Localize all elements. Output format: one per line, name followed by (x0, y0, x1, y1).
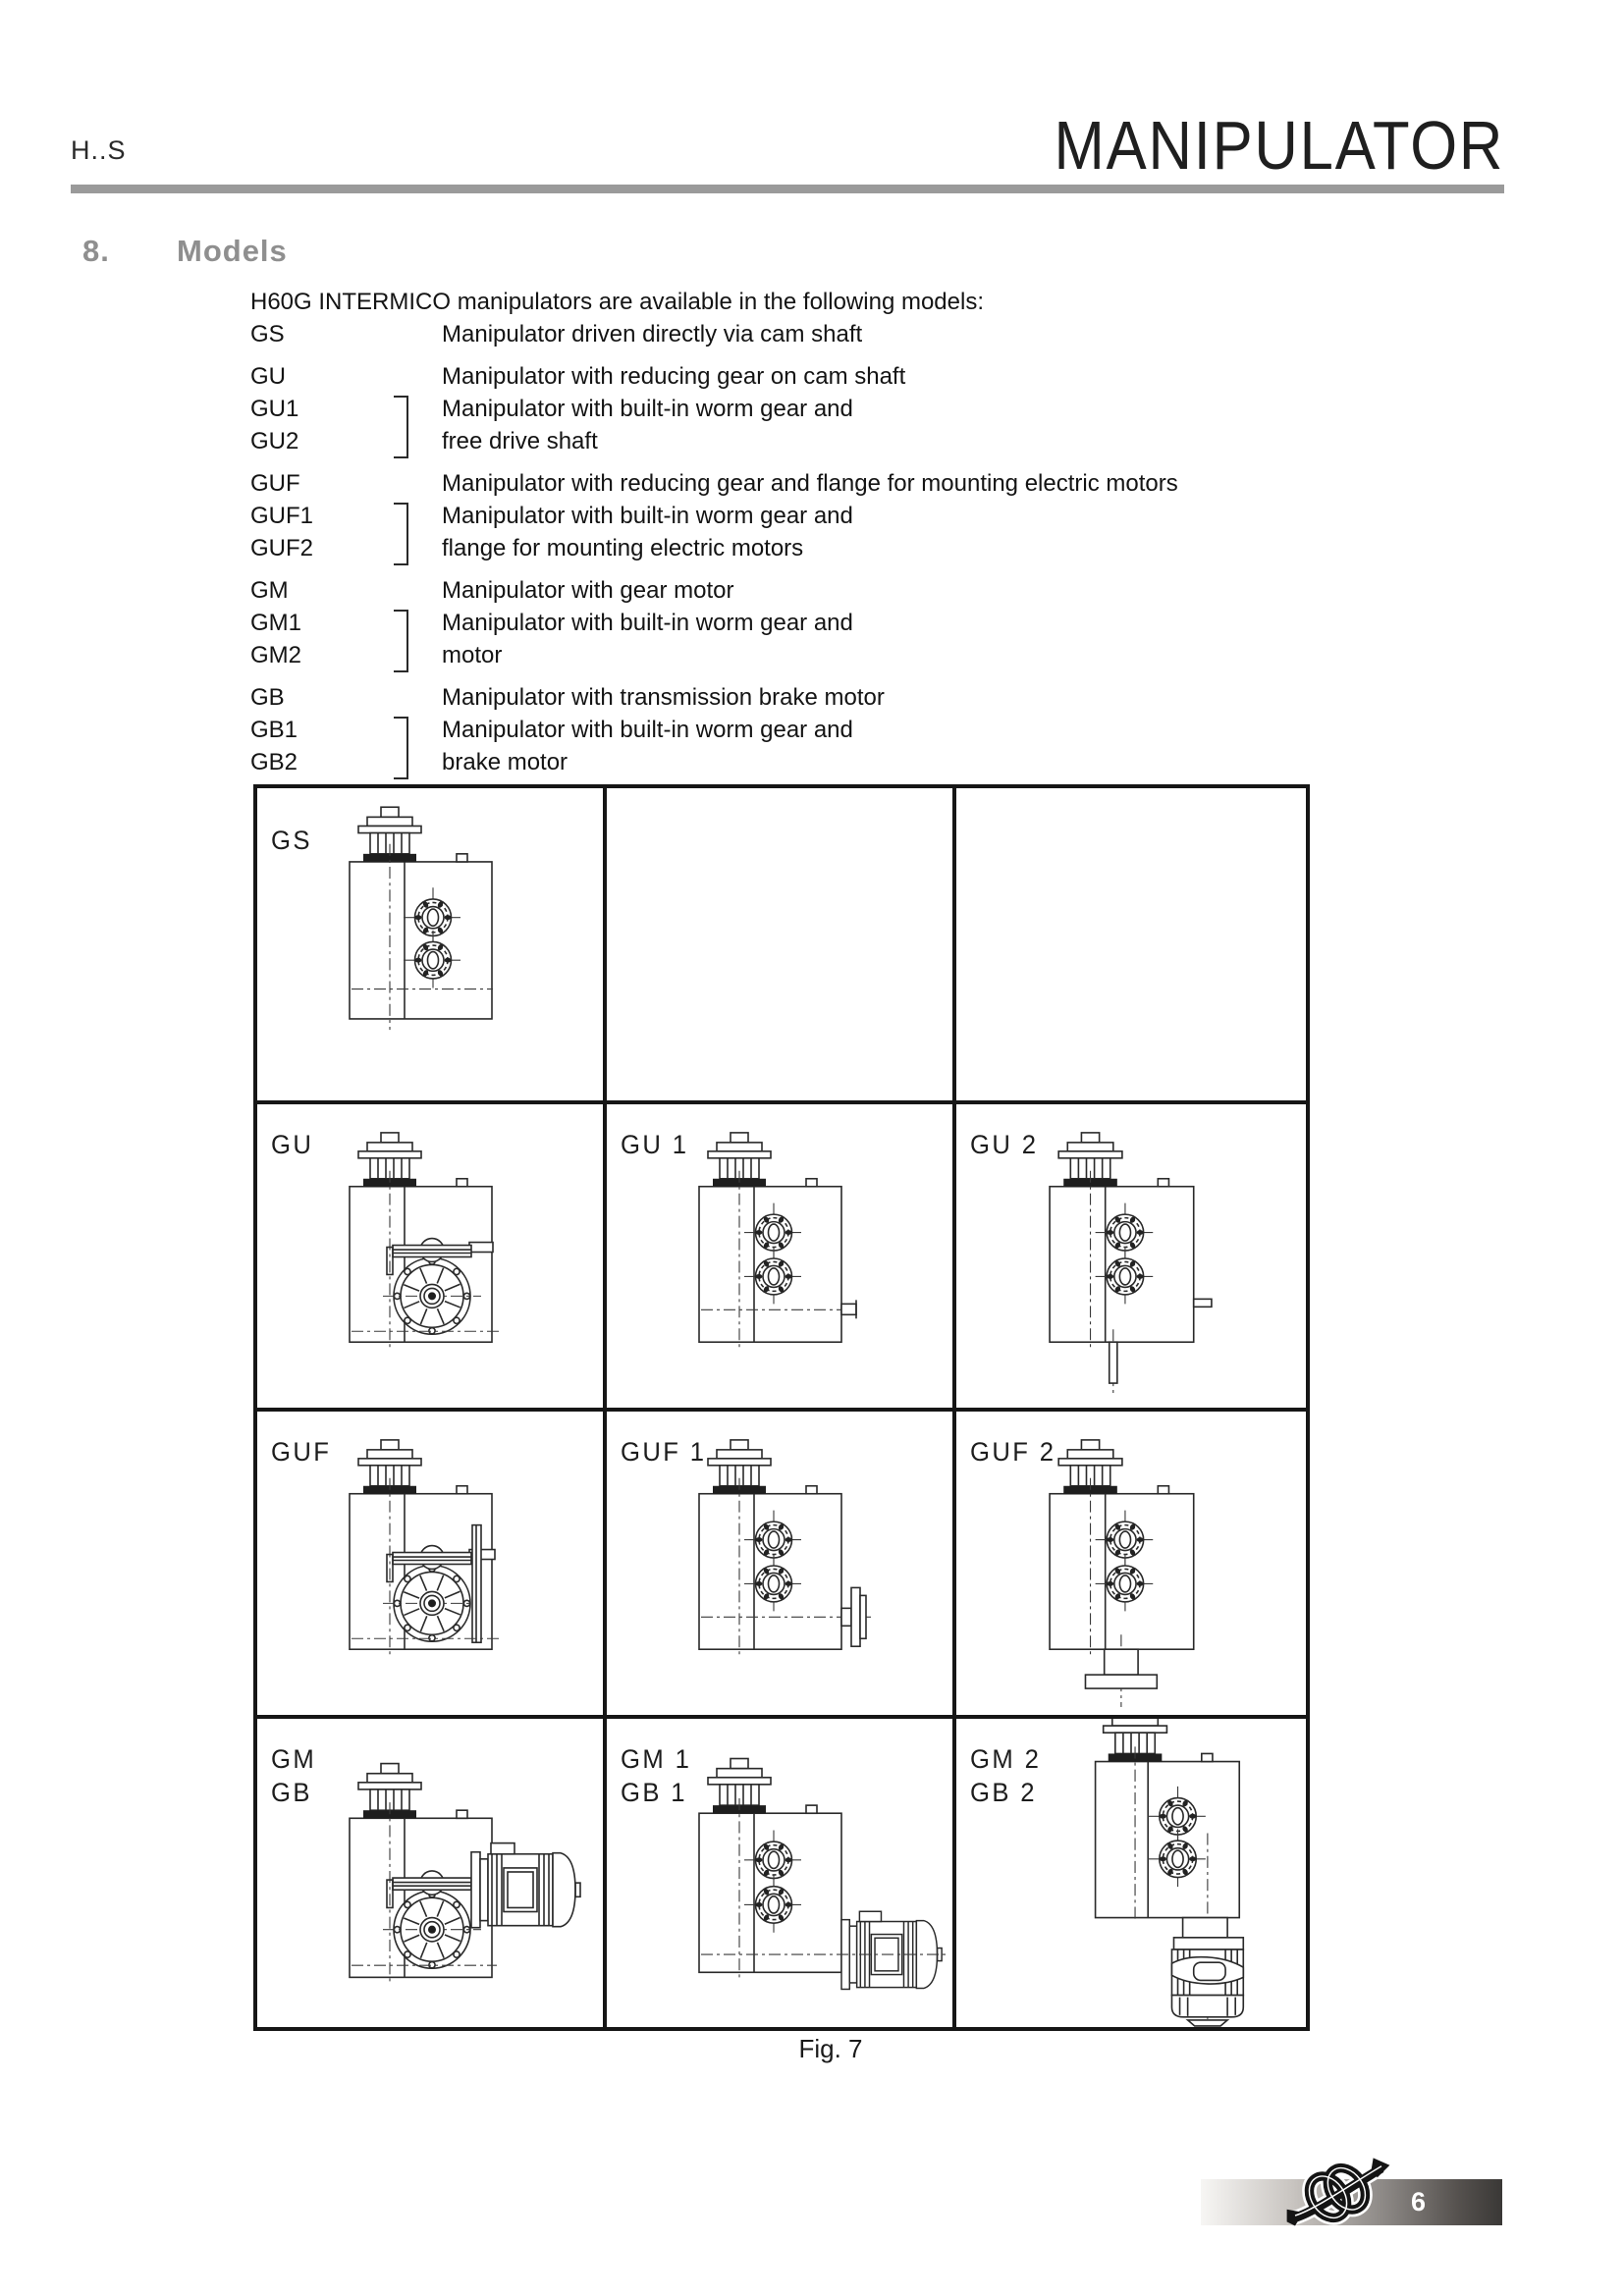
figure-cell-guf (257, 1412, 607, 1719)
cell-label (271, 1742, 316, 1809)
model-desc: brake motor (442, 749, 568, 775)
figure-cell-gs (257, 788, 607, 1104)
figure-7-table (253, 784, 1310, 2031)
model-row (250, 500, 1429, 532)
group-bracket (394, 503, 408, 565)
model-row (250, 639, 1429, 671)
cell-label: GUF 2 (970, 1437, 1056, 1467)
model-desc: motor (442, 642, 503, 668)
model-desc: flange for mounting electric motors (442, 535, 804, 561)
model-row (250, 681, 1429, 714)
model-row (250, 607, 1429, 639)
cell-label (621, 1742, 691, 1809)
model-row (250, 714, 1429, 746)
model-group-gm (250, 574, 1429, 671)
model-code: GB2 (250, 749, 298, 775)
model-group-gu (250, 360, 1429, 457)
model-code: GUF (250, 470, 300, 497)
figure-cell-gu (257, 1104, 607, 1412)
figure-cell-guf1 (607, 1412, 956, 1719)
figure-cell-empty-1 (607, 788, 956, 1104)
model-row (250, 532, 1429, 564)
model-row (250, 425, 1429, 457)
cell-label: GU 2 (970, 1130, 1039, 1159)
model-code: GU2 (250, 428, 299, 454)
model-desc: Manipulator with reducing gear and flange for mounting electric motors (442, 470, 1178, 497)
group-bracket (394, 610, 408, 672)
model-row (250, 574, 1429, 607)
cell-label-line2: GB 2 (970, 1778, 1037, 1807)
section-title: Models (177, 234, 288, 268)
figure-cell-gm-gb (257, 1719, 607, 2027)
model-row (250, 318, 1429, 350)
model-desc: Manipulator with built-in worm gear and (442, 610, 853, 636)
model-group-gs (250, 318, 1429, 350)
page-title: MANIPULATOR (1054, 107, 1504, 184)
cell-label (970, 1742, 1041, 1809)
group-bracket (394, 396, 408, 458)
model-desc: free drive shaft (442, 428, 598, 454)
cell-label-line1: GM 1 (621, 1744, 692, 1774)
model-code: GM1 (250, 610, 302, 636)
figure-cell-gu2 (956, 1104, 1306, 1412)
model-desc: Manipulator with gear motor (442, 577, 734, 604)
cell-label: GUF (271, 1437, 332, 1467)
model-code: GUF2 (250, 535, 314, 561)
figure-cell-gm1-gb1 (607, 1719, 956, 2027)
product-code: H..S (71, 135, 127, 165)
cell-label: GU (271, 1130, 314, 1159)
model-desc: Manipulator with reducing gear on cam shaft (442, 363, 906, 390)
figure-cell-gm2-gb2 (956, 1719, 1306, 2027)
model-code: GUF1 (250, 503, 314, 529)
figure-cell-gu1 (607, 1104, 956, 1412)
group-bracket (394, 717, 408, 779)
model-row (250, 746, 1429, 778)
cell-label-line2: GB (271, 1778, 312, 1807)
model-group-guf (250, 467, 1429, 564)
model-desc: Manipulator with built-in worm gear and (442, 396, 853, 422)
model-code: GU1 (250, 396, 299, 422)
header-rule (71, 185, 1504, 193)
model-desc: Manipulator with built-in worm gear and (442, 503, 853, 529)
model-desc: Manipulator with transmission brake motor (442, 684, 885, 711)
knot-logo-icon (1284, 2150, 1392, 2236)
model-row (250, 393, 1429, 425)
model-code: GU (250, 363, 286, 390)
model-code: GB1 (250, 717, 298, 743)
figure-cell-empty-2 (956, 788, 1306, 1104)
cell-label: GU 1 (621, 1130, 689, 1159)
model-desc: Manipulator with built-in worm gear and (442, 717, 853, 743)
cell-label: GS (271, 826, 312, 855)
figure-cell-guf2 (956, 1412, 1306, 1719)
model-desc: Manipulator driven directly via cam shaft (442, 321, 863, 347)
cell-label-line1: GM (271, 1744, 317, 1774)
cell-label-line2: GB 1 (621, 1778, 687, 1807)
model-code: GM (250, 577, 289, 604)
model-group-gb (250, 681, 1429, 778)
cell-label-line1: GM 2 (970, 1744, 1042, 1774)
model-code: GS (250, 321, 285, 347)
model-row (250, 467, 1429, 500)
intro-text: H60G INTERMICO manipulators are available in the following models: (250, 289, 984, 315)
model-list (250, 286, 1429, 778)
model-code: GM2 (250, 642, 302, 668)
model-code: GB (250, 684, 285, 711)
figure-caption: Fig. 7 (798, 2034, 863, 2063)
page-number: 6 (1411, 2187, 1428, 2216)
cell-label: GUF 1 (621, 1437, 707, 1467)
model-row (250, 360, 1429, 393)
section-number: 8. (82, 234, 110, 268)
